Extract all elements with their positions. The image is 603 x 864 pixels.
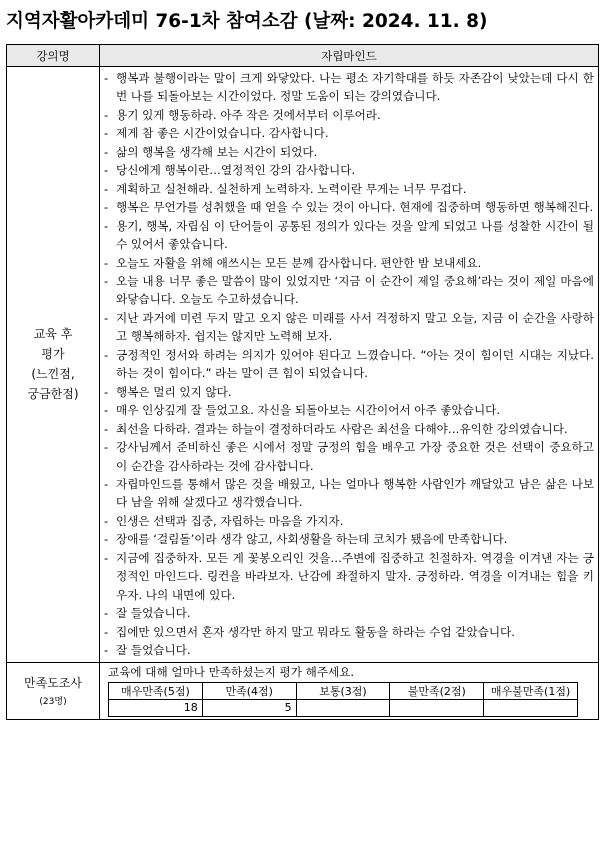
satisfaction-question: 교육에 대해 얼마나 만족하셨는지 평가 해주세요. [108, 664, 355, 679]
satisfaction-option: 보통(3점) [296, 682, 390, 699]
evaluation-label [7, 67, 100, 663]
satisfaction-values-row [109, 699, 578, 716]
lecture-name-value: 자립마인드 [100, 45, 599, 67]
comment-item: - 매우 인상깊게 잘 들었고요. 자신을 되돌아보는 시간이어서 아주 좋았습니다. [100, 401, 594, 419]
comment-item: - 행복과 불행이라는 말이 크게 와닿았다. 나는 평소 자기학대를 하듯 자존감이 낮았는데 다시 한번 나를 되돌아보는 시간이었다. 정말 도움이 되는 강의였습니다. [100, 69, 594, 106]
comment-item: - 강사님께서 준비하신 좋은 시에서 정말 긍정의 힘을 배우고 가장 중요한 것은 선택이 중요하고 이 순간을 감사하라는 것에 감사합니다. [100, 438, 594, 475]
evaluation-label-line2: 평가 [41, 347, 65, 362]
comment-item: - 집에만 있으면서 혼자 생각만 하지 말고 뭐라도 활동을 하라는 수업 같았습니다. [100, 623, 594, 641]
comment-item: - 당신에게 행복이란…열정적인 강의 감사합니다. [100, 161, 594, 179]
comment-item: - 행복은 무언가를 성취했을 때 얻을 수 있는 것이 아니다. 현재에 집중하며 행동하면 행복해진다. [100, 198, 594, 216]
comment-item: - 장애를 ‘걸림돌’이라 생각 않고, 사회생활을 하는데 코치가 됐음에 만족합니다. [100, 530, 594, 548]
satisfaction-count [390, 699, 484, 716]
satisfaction-count [484, 699, 578, 716]
lecture-name-label: 강의명 [7, 45, 100, 67]
satisfaction-count: 5 [202, 699, 296, 716]
satisfaction-label [7, 662, 100, 719]
comment-item: - 지금에 집중하자. 모든 게 꽃봉오리인 것을…주변에 집중하고 친절하자. 역경을 이겨낸 자는 긍정적인 마인드다. 링컨을 바라보자. 난감에 좌절하지 말자. 긍정하라. 역경을 이겨내는 힘을 키우자. 나의 내면에 있다. [100, 549, 594, 604]
respondent-count: (23명) [39, 696, 67, 707]
comment-item: - 잘 들었습니다. [100, 604, 594, 622]
comment-item: - 오늘 내용 너무 좋은 말씀이 많이 있었지만 ‘지금 이 순간이 제일 중요해’라는 것이 제일 마음에 와닿습니다. 오늘도 수고하셨습니다. [100, 272, 594, 309]
comment-item: - 잘 들었습니다. [100, 641, 594, 659]
comment-list [100, 67, 598, 662]
comment-item: - 최선을 다하라. 결과는 하늘이 결정하더라도 사람은 최선을 다해야…유익한 강의였습니다. [100, 420, 594, 438]
comment-item: - 계획하고 실천해라. 실천하게 노력하자. 노력이란 무게는 너무 무겁다. [100, 180, 594, 198]
comment-item: - 인생은 선택과 집중, 자립하는 마음을 가지자. [100, 512, 594, 530]
satisfaction-content [100, 662, 599, 719]
comment-item: - 용기, 행복, 자립심 이 단어들이 공통된 정의가 있다는 것을 알게 되었고 나를 성찰한 시간이 될 수 있어서 좋았습니다. [100, 217, 594, 254]
satisfaction-option: 만족(4점) [202, 682, 296, 699]
comment-item: - 제게 참 좋은 시간이었습니다. 감사합니다. [100, 124, 594, 142]
comment-item: - 용기 있게 행동하라. 아주 작은 것에서부터 이루어라. [100, 106, 594, 124]
satisfaction-count [296, 699, 390, 716]
satisfaction-options-row [109, 682, 578, 699]
evaluation-label-line1: 교육 후 [33, 327, 73, 342]
evaluation-label-line4: 궁금한점) [27, 387, 79, 402]
satisfaction-option: 매우만족(5점) [109, 682, 203, 699]
comment-item: - 삶의 행복을 생각해 보는 시간이 되었다. [100, 143, 594, 161]
satisfaction-option: 불만족(2점) [390, 682, 484, 699]
comment-item: - 지난 과거에 미련 두지 말고 오지 않은 미래를 사서 걱정하지 말고 오늘, 지금 이 순간을 사랑하고 행복해하자. 쉽지는 않지만 노력해 보자. [100, 309, 594, 346]
page-title: 지역자활아카데미 76-1차 참여소감 (날짜: 2024. 11. 8) [6, 11, 488, 32]
satisfaction-count: 18 [109, 699, 203, 716]
comment-item: - 자립마인드를 통해서 많은 것을 배웠고, 나는 얼마나 행복한 사람인가 깨달았고 남은 삶은 나보다 남을 위해 살겠다고 생각했습니다. [100, 475, 594, 512]
comment-item: - 긍정적인 정서와 하려는 의지가 있어야 된다고 느꼈습니다. “아는 것이 힘이던 시대는 지났다. 하는 것이 힘이다.” 라는 말이 큰 힘이 되었습니다. [100, 346, 594, 383]
satisfaction-option: 매우불만족(1점) [484, 682, 578, 699]
comment-item: - 오늘도 자활을 위해 애쓰시는 모든 분께 감사합니다. 편안한 밤 보내세요. [100, 254, 594, 272]
satisfaction-table [108, 682, 578, 717]
evaluation-comments [100, 67, 599, 663]
survey-table [6, 44, 599, 720]
comment-item: - 행복은 멀리 있지 않다. [100, 383, 594, 401]
evaluation-label-line3: (느낀점, [31, 367, 75, 382]
satisfaction-title: 만족도조사 [24, 675, 82, 690]
